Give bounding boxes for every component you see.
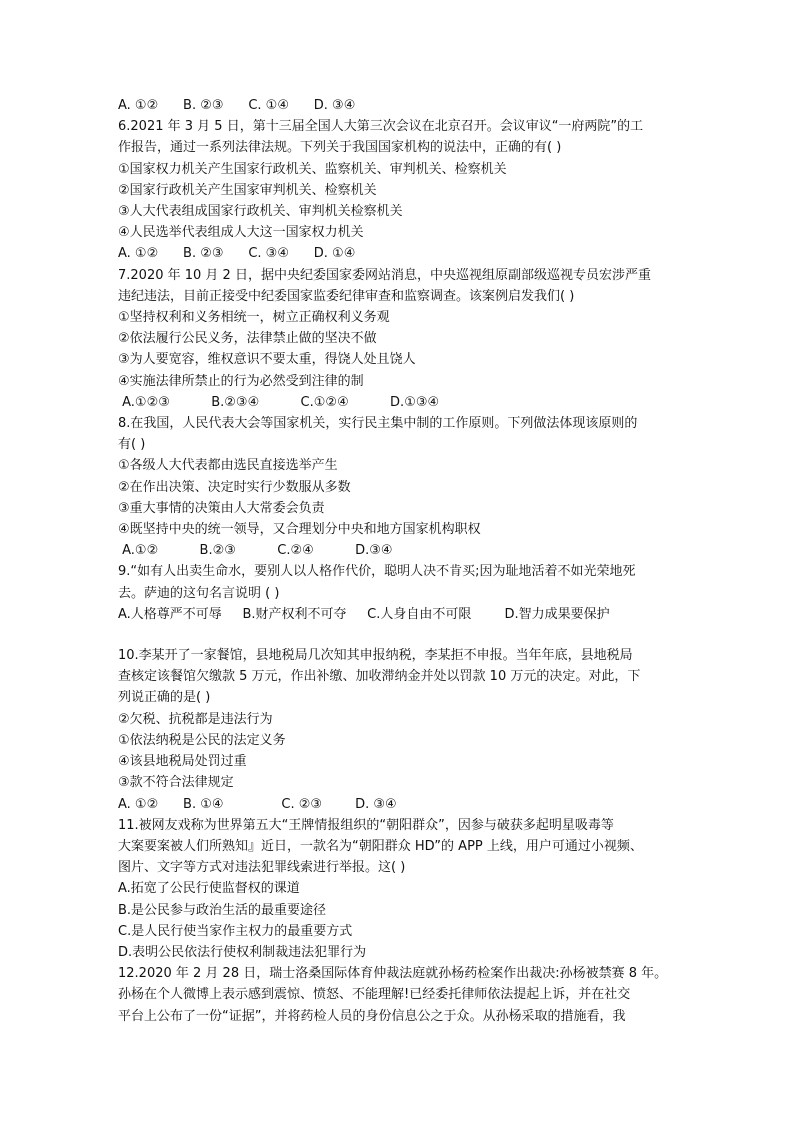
text-line: ④既坚持中央的统一领导，又合理划分中央和地方国家机构职权	[118, 522, 481, 538]
text-line: 6.2021 年 3 月 5 日，第十三届全国人大第三次会议在北京召开。会议审议“一府两院”的工	[118, 119, 644, 135]
text-line: ④该县地税局处罚过重	[118, 754, 247, 770]
answer-options: A. ①② B. ②③ C. ③④ D. ①④	[118, 246, 356, 262]
text-line: C.是人民行使当家作主权力的最重要方式	[118, 923, 353, 939]
text-line: ②依法履行公民义务，法律禁止做的坚决不做	[118, 331, 377, 347]
text-line: 11.被网友戏称为世界第五大“王牌情报组织的“朝阳群众”，因参与破获多起明星吸毒等	[118, 817, 614, 833]
text-line: ④人民选举代表组成人大这一国家权力机关	[118, 225, 364, 241]
text-line: ①各级人大代表都由选民直接选举产生	[118, 458, 338, 474]
text-line: 8.在我国，人民代表大会等国家机关，实行民主集中制的工作原则。下列做法体现该原则的	[118, 416, 638, 432]
text-line: ④实施法律所禁止的行为必然受到注律的制	[118, 373, 364, 389]
answer-options: A.人格尊严不可辱 B.财产权利不可夺 C.人身自由不可限 D.智力成果要保护	[118, 606, 610, 622]
text-line: ①国家权力机关产生国家行政机关、监察机关、审判机关、检察机关	[118, 161, 507, 177]
text-line: ②国家行政机关产生国家审判机关、检察机关	[118, 182, 377, 198]
text-line: ①依法纳税是公民的法定义务	[118, 732, 286, 748]
text-line: 违纪违法，目前正接受中纪委国家监委纪律审查和监察调查。该案例启发我们( )	[118, 288, 575, 304]
text-line: 9.“如有人出卖生命水，要别人以人格作代价，聪明人决不肯买;因为耻地活着不如光荣地死	[118, 564, 636, 580]
text-line: 列说正确的是( )	[118, 690, 211, 706]
text-line: ②在作出决策、决定时实行少数服从多数	[118, 479, 351, 495]
answer-options: A.①②③ B.②③④ C.①②④ D.①③④	[118, 394, 440, 410]
text-line: 去。萨迪的这句名言说明 ( )	[118, 585, 280, 601]
text-line: ②欠税、抗税都是违法行为	[118, 711, 273, 727]
blank-line	[118, 625, 678, 645]
text-line: 平台上公布了一份“证据”，并将药检人员的身份信息公之于众。从孙杨采取的措施看，我	[118, 1008, 626, 1024]
text-line: 7.2020 年 10 月 2 日，据中央纪委国家委网站消息，中央巡视组原副部级巡视专员宏涉严重	[118, 267, 651, 283]
exam-page	[118, 95, 678, 1027]
text-line: ③重大事情的决策由人大常委会负责	[118, 500, 325, 516]
answer-options: A. ①② B. ②③ C. ①④ D. ③④	[118, 98, 356, 113]
text-line: 大案要案被人们所熟知』近日，一款名为“朝阳群众 HD”的 APP 上线，用户可通过小视频、	[118, 838, 643, 854]
text-line: 12.2020 年 2 月 28 日，瑞士洛桑国际体育仲裁法庭就孙杨药检案作出裁决:孙杨被禁赛 8 年。	[118, 966, 668, 982]
text-line: 查核定该餐馆欠缴款 5 万元，作出补缴、加收滞纳金并处以罚款 10 万元的决定。对此，下	[118, 669, 641, 685]
answer-options: A. ①② B. ①④ C. ②③ D. ③④	[118, 796, 397, 812]
text-line: ③为人要宽容，维权意识不要太重，得饶人处且饶人	[118, 352, 416, 368]
text-line: 作报告，通过一系列法律法规。下列关于我国国家机构的说法中，正确的有( )	[118, 140, 562, 156]
text-line: B.是公民参与政治生活的最重要途径	[118, 902, 327, 918]
answer-options: A.①② B.②③ C.②④ D.③④	[118, 543, 393, 559]
text-line: 孙杨在个人微博上表示感到震惊、愤怒、不能理解!已经委托律师依法提起上诉，并在社交	[118, 987, 631, 1003]
text-line: 10.李某开了一家餐馆，县地税局几次知其申报纳税，李某拒不申报。当年年底，县地税局	[118, 648, 633, 664]
text-line: ③款不符合法律规定	[118, 775, 234, 791]
text-line: ③人大代表组成国家行政机关、审判机关检察机关	[118, 204, 403, 220]
text-line: A.拓宽了公民行使监督权的课道	[118, 881, 300, 897]
text-line: 有( )	[118, 437, 146, 453]
text-line: D.表明公民依法行使权利制裁违法犯罪行为	[118, 944, 367, 960]
text-line: ①坚持权利和义务相统一，树立正确权利义务观	[118, 310, 390, 326]
text-line: 图片、文字等方式对违法犯罪线索进行举报。这( )	[118, 860, 406, 876]
